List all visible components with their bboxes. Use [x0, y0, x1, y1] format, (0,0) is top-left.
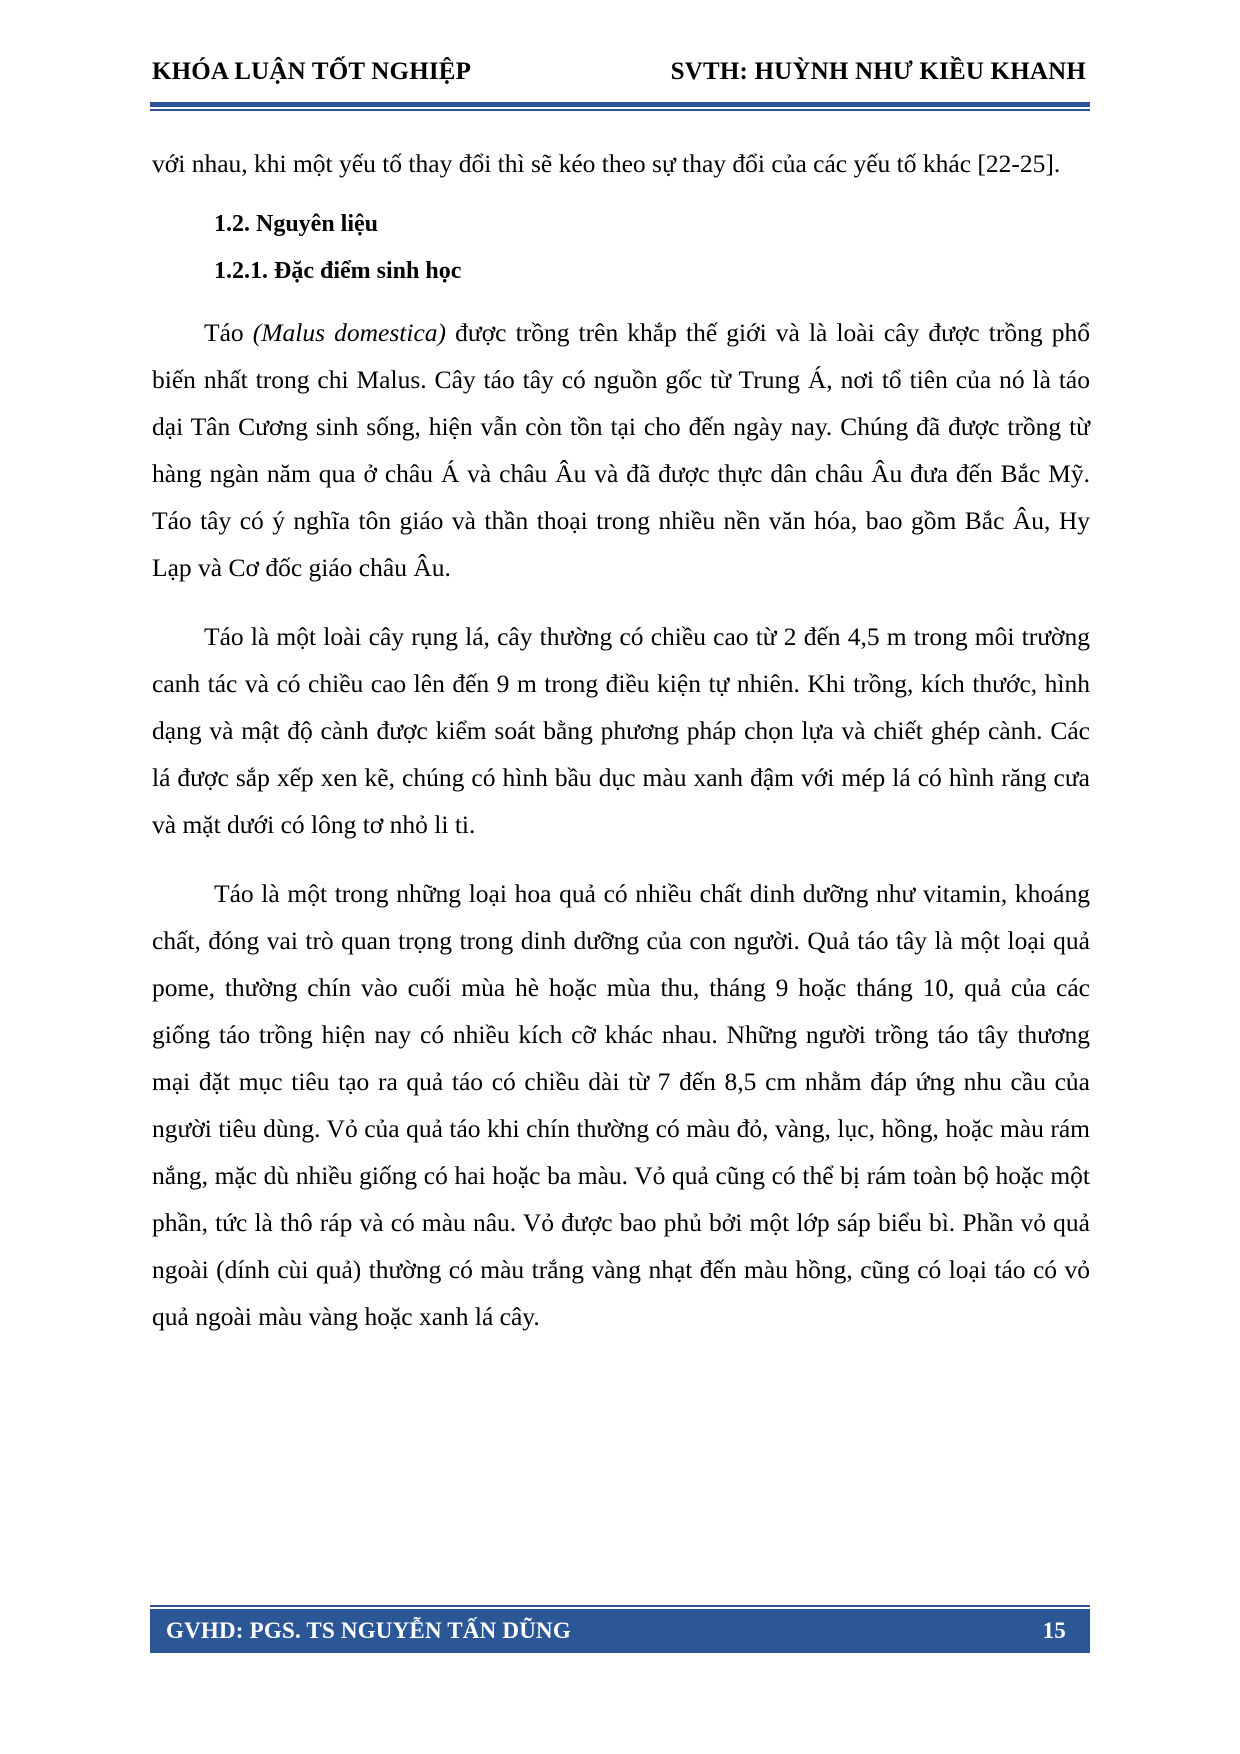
footer-bar [150, 1609, 1090, 1653]
paragraph-3: Táo là một trong những loại hoa quả có nhiều chất dinh dưỡng như vitamin, khoáng chất, đóng vai trò quan trọng trong dinh dưỡng của con người. Quả táo tây là một loại quả pome, thường chín vào cuối mùa hè hoặc mùa thu, tháng 9 hoặc tháng 10, quả của các giống táo trồng hiện nay có nhiều kích cỡ khác nhau. Những người trồng táo tây thương mại đặt mục tiêu tạo ra quả táo có chiều dài từ 7 đến 8,5 cm nhằm đáp ứng nhu cầu của người tiêu dùng. Vỏ của quả táo khi chín thường có màu đỏ, vàng, lục, hồng, hoặc màu rám nắng, mặc dù nhiều giống có hai hoặc ba màu. Vỏ quả cũng có thể bị rám toàn bộ hoặc một phần, tức là thô ráp và có màu nâu. Vỏ được bao phủ bởi một lớp sáp biểu bì. Phần vỏ quả ngoài (dính cùi quả) thường có màu trắng vàng nhạt đến màu hồng, cũng có loại táo có vỏ quả ngoài màu vàng hoặc xanh lá cây. [152, 879, 1090, 1331]
paragraph-1 [152, 309, 1090, 591]
heading-1-2: 1.2. Nguyên liệu [214, 211, 379, 237]
page-number: 15 [1042, 1618, 1066, 1643]
paragraph-2: Táo là một loài cây rụng lá, cây thường có chiều cao từ 2 đến 4,5 m trong môi trường canh tác và có chiều cao lên đến 9 m trong điều kiện tự nhiên. Khi trồng, kích thước, hình dạng và mật độ cành được kiểm soát bằng phương pháp chọn lựa và chiết ghép cành. Các lá được sắp xếp xen kẽ, chúng có hình bầu dục màu xanh đậm với mép lá có hình răng cưa và mặt dưới có lông tơ nhỏ li ti. [152, 622, 1090, 839]
page-body [152, 140, 1090, 1340]
paragraph-continued: với nhau, khi một yếu tố thay đổi thì sẽ kéo theo sự thay đổi của các yếu tố khác [22-25]. [152, 149, 1061, 178]
header-title-left: KHÓA LUẬN TỐT NGHIỆP [152, 58, 472, 85]
heading-1-2-1: 1.2.1. Đặc điểm sinh học [214, 258, 462, 284]
spacer [152, 295, 1090, 309]
paragraph-1-rest: được trồng trên khắp thế giới và là loài cây được trồng phổ biến nhất trong chi Malus. Cây táo tây có nguồn gốc từ Trung Á, nơi tổ tiên của nó là táo dại Tân Cương sinh sống, hiện vẫn còn tồn tại cho đến ngày nay. Chúng đã được trồng từ hàng ngàn năm qua ở châu Á và châu Âu và đã được thực dân châu Âu đưa đến Bắc Mỹ. Táo tây có ý nghĩa tôn giáo và thần thoại trong nhiều nền văn hóa, bao gồm Bắc Âu, Hy Lạp và Cơ đốc giáo châu Âu. [152, 318, 1090, 582]
header-rule-thin [150, 109, 1090, 111]
paragraph-1-lead: Táo [204, 318, 253, 347]
footer-advisor-label: GVHD: PGS. TS NGUYỄN TẤN DŨNG [166, 1618, 571, 1643]
page-footer [150, 1605, 1090, 1653]
spacer [152, 591, 1090, 613]
spacer [152, 848, 1090, 870]
header-divider-rule [150, 102, 1090, 111]
page-header [150, 58, 1090, 104]
header-row [150, 58, 1090, 86]
spacer [152, 187, 1090, 201]
header-title-right: SVTH: HUỲNH NHƯ KIỀU KHANH [670, 58, 1086, 85]
species-name-italic: (Malus domestica) [252, 318, 447, 347]
